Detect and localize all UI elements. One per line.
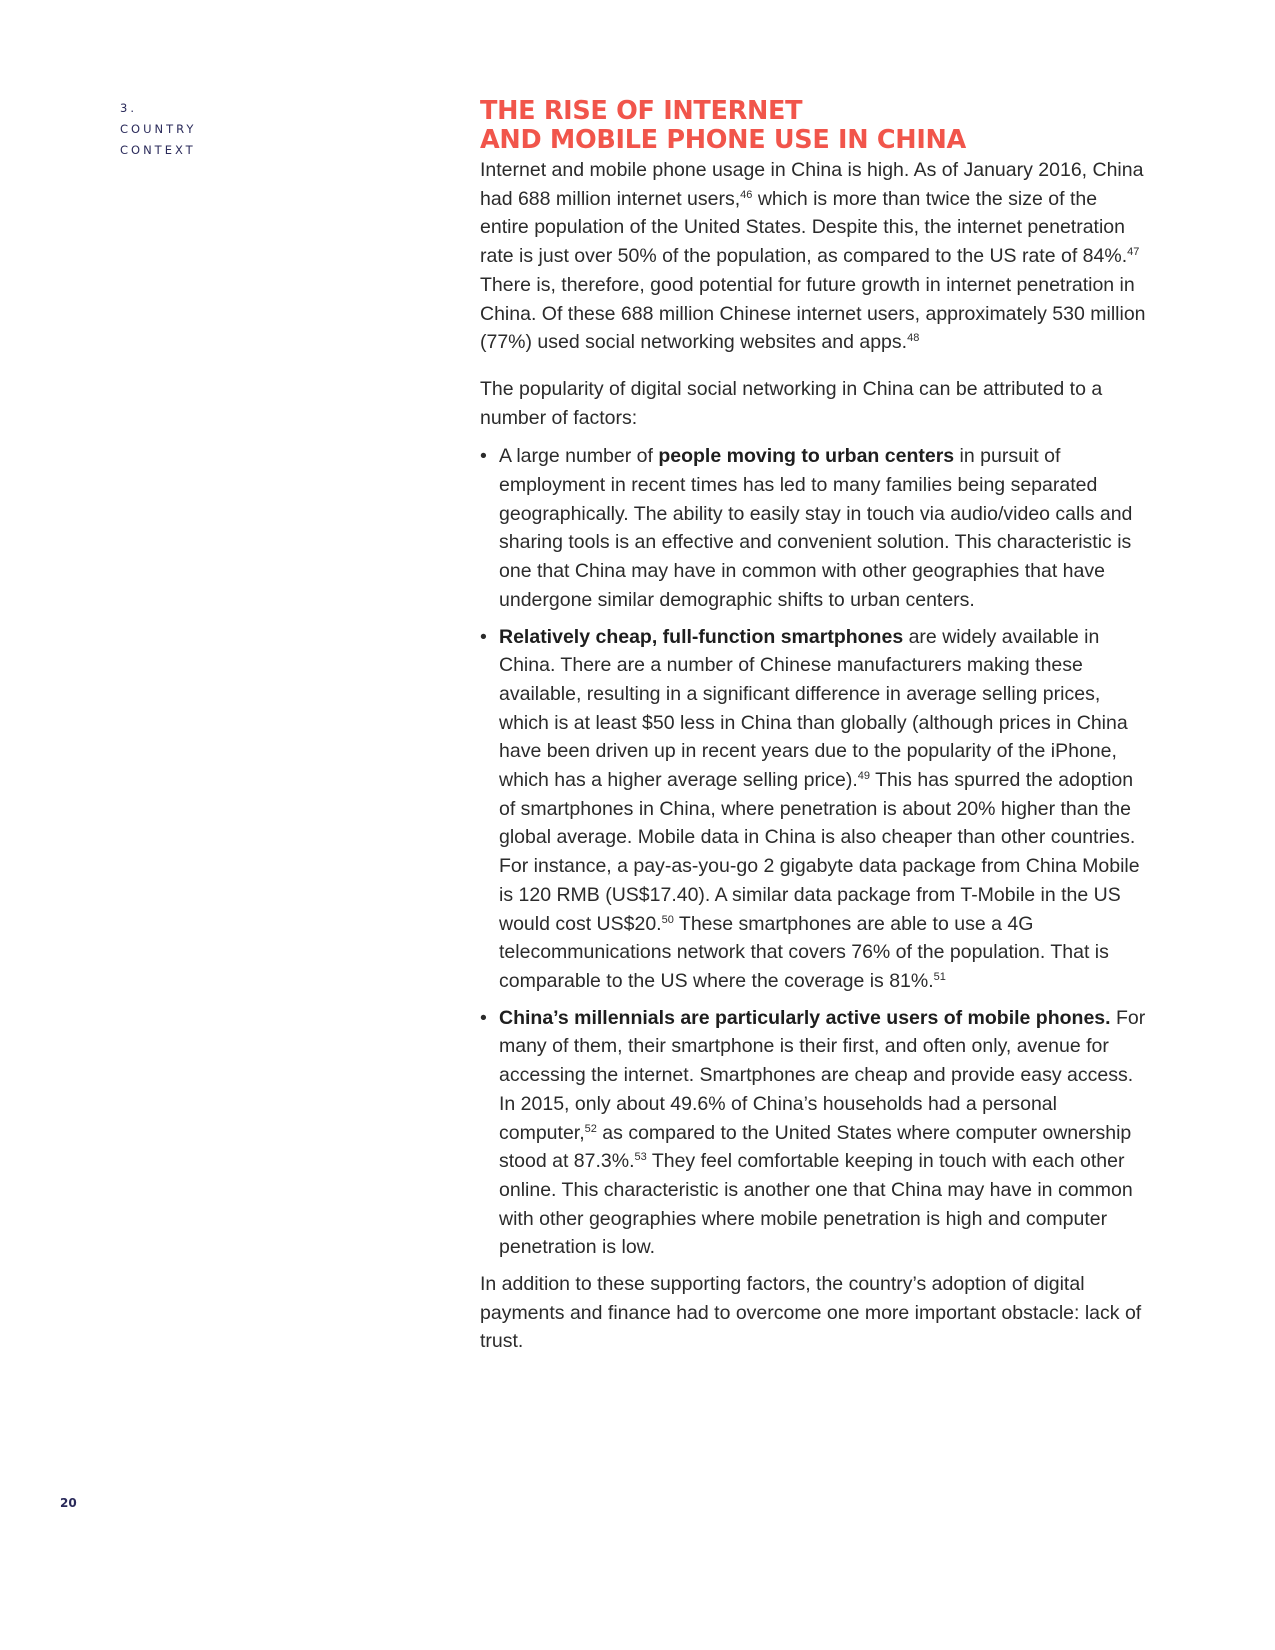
list-item bbox=[480, 623, 1150, 996]
bullet-text: are widely available in China. There are a number of Chinese manufacturers making these available, resulting in a significant difference in average selling prices, which is at least $50 less in China than globally (although prices in China have been driven up in recent years due to the popularity of the iPhone, which has a higher average selling price). bbox=[499, 625, 1128, 792]
factors-intro-paragraph: The popularity of digital social networking in China can be attributed to a number of factors: bbox=[480, 377, 1103, 429]
bullet-highlight: China’s millennials are particularly active users of mobile phones. bbox=[499, 1006, 1111, 1029]
list-item bbox=[480, 1004, 1150, 1262]
section-number: 3. bbox=[120, 101, 137, 115]
intro-paragraph bbox=[480, 156, 1150, 357]
footnote-ref: 50 bbox=[661, 913, 674, 926]
bullet-text: as compared to the United States where computer ownership stood at 87.3%. bbox=[499, 1121, 1132, 1173]
page-title-line1: THE RISE OF INTERNET bbox=[480, 96, 803, 126]
footnote-ref: 47 bbox=[1127, 246, 1140, 259]
intro-text-3: There is, therefore, good potential for future growth in internet penetration in China. Of these 688 million Chinese internet users, approximately 530 million (77%) used social networking websites and apps. bbox=[480, 273, 1146, 354]
page-title-line2: AND MOBILE PHONE USE IN CHINA bbox=[480, 124, 966, 155]
list-item bbox=[480, 442, 1150, 614]
footnote-ref: 49 bbox=[857, 770, 871, 783]
bullet-text: They feel comfortable keeping in touch with each other online. This characteristic is another one that China may have in common with other geographies where mobile penetration is high and computer penetration is low. bbox=[499, 1150, 1133, 1259]
bullet-marker: • bbox=[480, 445, 487, 468]
page-title bbox=[480, 97, 1150, 154]
bullet-text: This has spurred the adoption of smartphones in China, where penetration is about 20% higher than the global average. Mobile data in China is also cheaper than other countries. For instance, a pay-as-you-go 2 gigabyte data package from China Mobile is 120 RMB (US$17.40). A similar data package from T-Mobile in the US would cost US$20. bbox=[499, 769, 1140, 935]
section-title-line2: CONTEXT bbox=[120, 143, 196, 157]
footnote-ref: 52 bbox=[584, 1122, 597, 1135]
section-label bbox=[120, 98, 196, 161]
bullet-highlight: Relatively cheap, full-function smartphones bbox=[499, 625, 904, 648]
page-number: 20 bbox=[60, 1496, 77, 1510]
main-content bbox=[480, 97, 1150, 1374]
bullet-marker: • bbox=[480, 1006, 487, 1029]
footnote-ref: 53 bbox=[634, 1151, 647, 1164]
section-title-line1: COUNTRY bbox=[120, 122, 197, 136]
bullet-text: These smartphones are able to use a 4G telecommunications network that covers 76% of the population. That is comparable to the US where the coverage is 81%. bbox=[499, 912, 1109, 992]
intro-text-2: which is more than twice the size of the entire population of the United States. Despite this, the internet penetration rate is just over 50% of the population, as compared to the US rate of 84%. bbox=[480, 187, 1128, 268]
factors-list bbox=[480, 442, 1150, 1262]
bullet-highlight: people moving to urban centers bbox=[658, 445, 955, 468]
bullet-text: in pursuit of employment in recent times has led to many families being separated geographically. The ability to easily stay in touch via audio/video calls and sharing tools is an effective and convenient solution. This characteristic is one that China may have in common with other geographies that have undergone similar demographic shifts to urban centers. bbox=[499, 445, 1133, 611]
closing-paragraph: In addition to these supporting factors, the country’s adoption of digital payments and finance had to overcome one more important obstacle: lack of trust. bbox=[480, 1273, 1142, 1353]
footnote-ref: 46 bbox=[740, 188, 753, 201]
bullet-marker: • bbox=[480, 625, 487, 648]
footnote-ref: 51 bbox=[933, 970, 946, 983]
intro-text-1: Internet and mobile phone usage in China is high. As of January 2016, China had 688 million internet users, bbox=[480, 159, 1144, 210]
bullet-text: A large number of bbox=[499, 445, 659, 468]
footnote-ref: 48 bbox=[907, 332, 920, 345]
bullet-text: For many of them, their smartphone is their first, and often only, avenue for accessing the internet. Smartphones are cheap and provide easy access. In 2015, only about 49.6% of China’s households had a personal computer, bbox=[499, 1006, 1146, 1144]
